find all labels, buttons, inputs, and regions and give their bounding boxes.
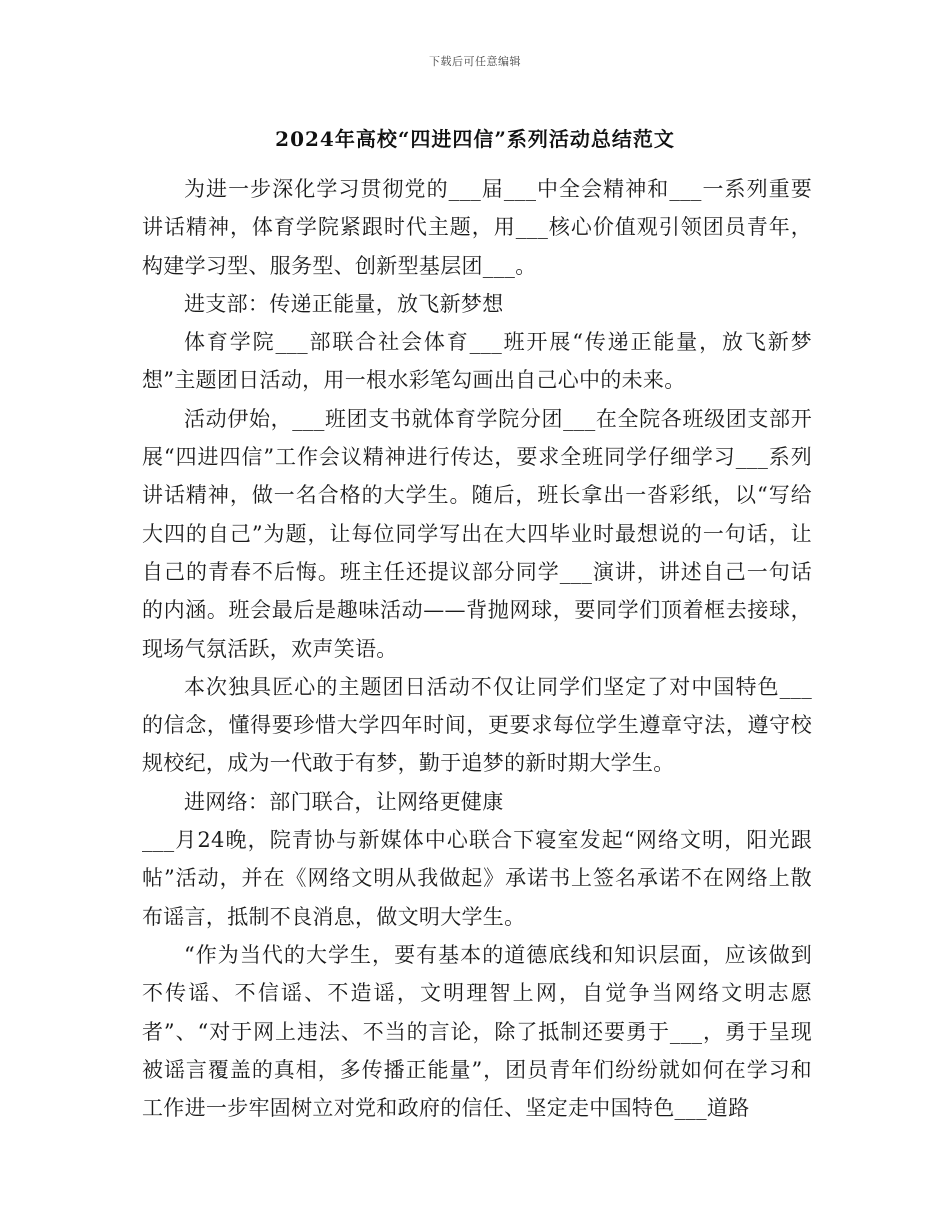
document-body	[142, 170, 812, 1127]
document-title: 2024年高校“四进四信”系列活动总结范文	[275, 127, 675, 151]
paragraph-branch-activity: 体育学院___部联合社会体育___班开展“传递正能量，放飞新梦想”主题团日活动，用一根水彩笔勾画出自己心中的未来。	[142, 330, 812, 393]
paragraph-network-quotes: “作为当代的大学生，要有基本的道德底线和知识层面，应该做到不传谣、不信谣、不造谣，文明理智上网，自觉争当网络文明志愿者”、“对于网上违法、不当的言论，除了抵制还要勇于___，勇于呈现被谣言覆盖的真相，多传播正能量”，团员青年们纷纷就如何在学习和工作进一步牢固树立对党和政府的信任、坚定走中国特色___道路	[142, 942, 812, 1121]
section-heading-network: 进网络：部门联合，让网络更健康	[184, 789, 504, 814]
section-heading-branch: 进支部：传递正能量，放飞新梦想	[184, 291, 504, 316]
paragraph-network-activity: ___月24晚，院青协与新媒体中心联合下寝室发起“网络文明，阳光跟帖”活动，并在《网络文明从我做起》承诺书上签名承诺不在网络上散布谣言，抵制不良消息，做文明大学生。	[142, 828, 812, 929]
header-note: 下载后可任意编辑	[429, 55, 521, 68]
paragraph-intro: 为进一步深化学习贯彻党的___届___中全会精神和___一系列重要讲话精神，体育学院紧跟时代主题，用___核心价值观引领团员青年，构建学习型、服务型、创新型基层团___。	[142, 177, 812, 278]
paragraph-activity-summary: 本次独具匠心的主题团日活动不仅让同学们坚定了对中国特色___的信念，懂得要珍惜大学四年时间，更要求每位学生遵章守法，遵守校规校纪，成为一代敢于有梦，勤于追梦的新时期大学生。	[142, 674, 812, 776]
paragraph-activity-details: 活动伊始，___班团支书就体育学院分团___在全院各班级团支部开展“四进四信”工作会议精神进行传达，要求全班同学仔细学习___系列讲话精神，做一名合格的大学生。随后，班长拿出一沓彩纸，以“写给大四的自己”为题，让每位同学写出在大四毕业时最想说的一句话，让自己的青春不后悔。班主任还提议部分同学___演讲，讲述自己一句话的内涵。班会最后是趣味活动——背抛网球，要同学们顶着框去接球，现场气氛活跃，欢声笑语。	[142, 406, 812, 661]
